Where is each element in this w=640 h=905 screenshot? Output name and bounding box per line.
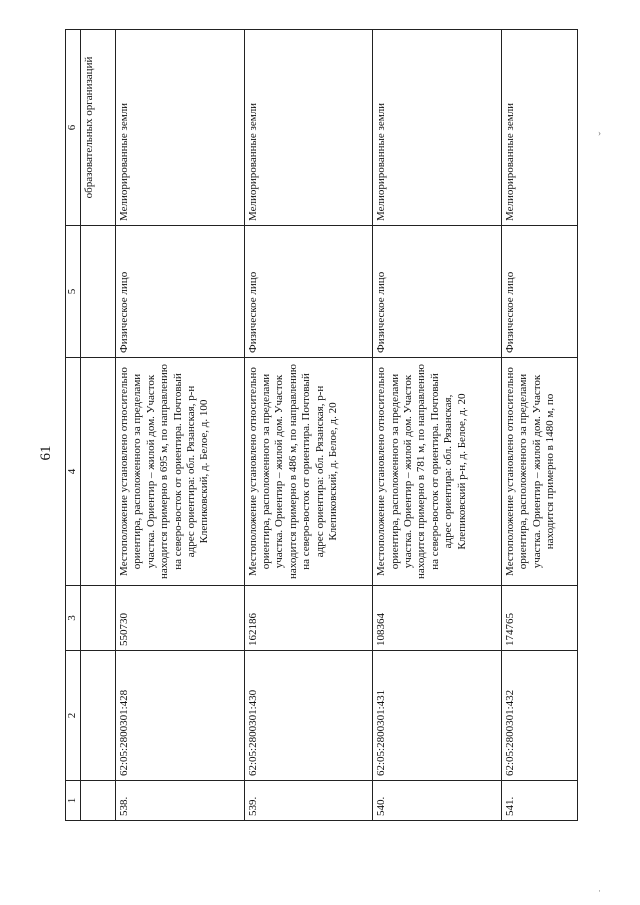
- cadastral-number: 62:05:2800301:431: [373, 651, 502, 781]
- table-row: [501, 30, 577, 821]
- land-category: Мелиорированные земли: [116, 30, 245, 226]
- table-row: [116, 30, 245, 821]
- row-number: 539.: [244, 781, 373, 821]
- row-number: 538.: [116, 781, 245, 821]
- table-container: [65, 30, 578, 821]
- cadastral-number: 62:05:2800301:430: [244, 651, 373, 781]
- land-plots-table: [65, 29, 578, 821]
- continuation-cell-2: [81, 651, 116, 781]
- land-category: Мелиорированные земли: [244, 30, 373, 226]
- owner-type: Физическое лицо: [373, 226, 502, 358]
- owner-type: Физическое лицо: [244, 226, 373, 358]
- plot-area: 174765: [501, 586, 577, 651]
- continuation-cell-6: образовательных организаций: [81, 30, 116, 226]
- land-category: Мелиорированные земли: [373, 30, 502, 226]
- header-col-4: 4: [66, 358, 81, 586]
- plot-area: 550730: [116, 586, 245, 651]
- row-number: 540.: [373, 781, 502, 821]
- header-col-5: 5: [66, 226, 81, 358]
- plot-location: Местоположение установлено относительно ориентира, расположенного за пределами участка. Ориентир – жилой дом. Участок находится примерно в 486 м, по направлению на северо-восток от ориентира. Почтовый адрес ориентира: обл. Рязанская, р-н Клепиковский, д. Белое, д. 20: [244, 358, 373, 586]
- owner-type: Физическое лицо: [116, 226, 245, 358]
- rotated-table-frame: [65, 30, 578, 821]
- cadastral-number: 62:05:2800301:432: [501, 651, 577, 781]
- plot-location: Местоположение установлено относительно ориентира, расположенного за пределами участка. Ориентир – жилой дом. Участок находится примерно в 1480 м, по: [501, 358, 577, 586]
- header-col-6: 6: [66, 30, 81, 226]
- continuation-row: [81, 30, 116, 821]
- page-number: 61: [38, 445, 54, 461]
- cadastral-number: 62:05:2800301:428: [116, 651, 245, 781]
- plot-location: Местоположение установлено относительно ориентира, расположенного за пределами участка. Ориентир – жилой дом. Участок находится примерно в 781 м, по направлению на северо-восток от ориентира. Почтовый адрес ориентира: обл. Рязанская, Клепиковский р-н, д. Белое, д. 20: [373, 358, 502, 586]
- table-row: [244, 30, 373, 821]
- continuation-cell-4: [81, 358, 116, 586]
- table-header-row: [66, 30, 81, 821]
- land-category: Мелиорированные земли: [501, 30, 577, 226]
- table-row: [373, 30, 502, 821]
- plot-location: Местоположение установлено относительно ориентира, расположенного за пределами участка. Ориентир – жилой дом. Участок находится примерно в 695 м, по направлению на северо-восток от ориентира. Почтовый адрес ориентира: обл. Рязанская, р-н Клепиковский, д. Белое, д. 100: [116, 358, 245, 586]
- scan-mark: ›: [598, 128, 601, 138]
- continuation-cell-1: [81, 781, 116, 821]
- row-number: 541.: [501, 781, 577, 821]
- header-col-1: 1: [66, 781, 81, 821]
- owner-type: Физическое лицо: [501, 226, 577, 358]
- header-col-2: 2: [66, 651, 81, 781]
- continuation-cell-5: [81, 226, 116, 358]
- header-col-3: 3: [66, 586, 81, 651]
- continuation-cell-3: [81, 586, 116, 651]
- scan-mark: ·: [598, 886, 601, 896]
- plot-area: 108364: [373, 586, 502, 651]
- plot-area: 162186: [244, 586, 373, 651]
